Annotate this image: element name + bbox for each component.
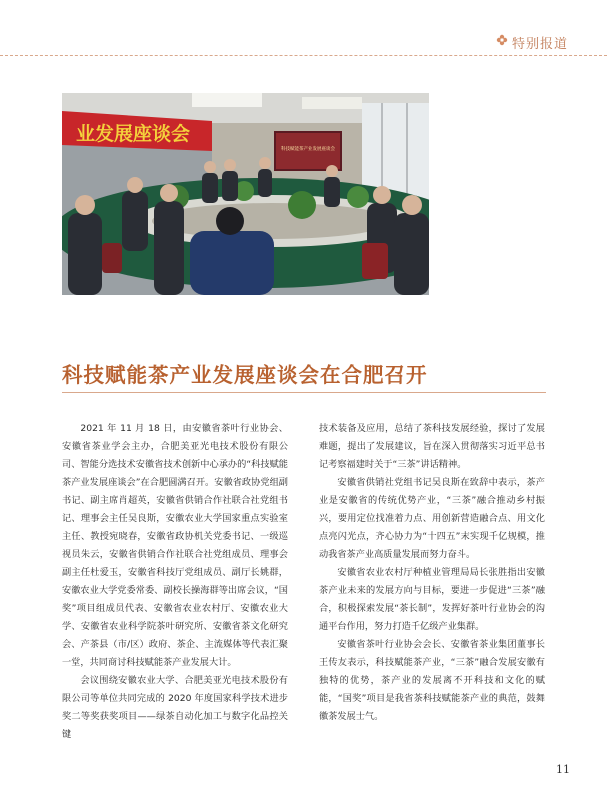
article-left-column xyxy=(62,420,288,744)
page-number: 11 xyxy=(556,763,570,776)
paragraph: 2021 年 11 月 18 日，由安徽省茶叶行业协会、安徽省茶业学会主办，合肥美亚光电技术股份有限公司、智能分选技术安徽省技术创新中心承办的“科技赋能茶产业发展座谈会”在合肥圆满召开。安徽省政协党组副书记、副主席肖超英，安徽省供销合作社联合社党组书记、理事会主任吴良斯，安徽农业大学国家重点实验室主任、教授宛晓春，安徽省政协机关党委书记、一级巡视员朱云，安徽省供销合作社联合社党组成员、理事会副主任杜爱玉，安徽省科技厅党组成员、副厅长姚群，安徽农业大学党委常委、副校长操海群等出席会议，“国奖”项目组成员代表、安徽省农业农村厅、安徽农业大学、安徽省农业科学院茶叶研究所、安徽省茶文化研究会、产茶县（市/区）政府、茶企、主流媒体等代表汇聚一堂，共同商讨科技赋能茶产业发展大计。 xyxy=(62,423,288,668)
screen-text: 科技赋能茶产业发展座谈会 xyxy=(281,147,335,152)
header-divider xyxy=(0,55,607,56)
flower-icon xyxy=(496,34,508,46)
paragraph: 会议围绕安徽农业大学、合肥美亚光电技术股份有限公司等单位共同完成的 2020 年度国家科学技术进步奖二等奖获奖项目——绿茶自动化加工与数字化品控关键 xyxy=(62,675,288,740)
meeting-photo xyxy=(62,93,429,295)
article-title: 科技赋能茶产业发展座谈会在合肥召开 xyxy=(62,363,428,387)
article-right-column xyxy=(319,420,545,726)
paragraph: 安徽省供销社党组书记吴良斯在致辞中表示，茶产业是安徽省的传统优势产业，“三茶”融合推动乡村振兴，要用定位找准着力点、用创新营造融合点、用文化点亮闪光点，齐心协力为“十四五”末实现千亿规模，推动我省茶产业高质量发展而努力奋斗。 xyxy=(319,477,545,560)
paragraph: 安徽省茶叶行业协会会长、安徽省茶业集团董事长王传友表示，科技赋能茶产业，“三茶”融合发展安徽有独特的优势，茶产业的发展离不开科技和文化的赋能，“国奖”项目是我省茶科技赋能茶产业的典范，鼓舞徽茶发展士气。 xyxy=(319,639,545,722)
section-label: 特别报道 xyxy=(512,37,569,52)
paragraph: 安徽省农业农村厅种植业管理局局长张胜指出安徽茶产业未来的发展方向与目标，要进一步促进“三茶”融合，积极探索发展“茶长制”，发挥好茶叶行业协会的沟通平台作用，努力打造千亿级产业集群。 xyxy=(319,567,545,632)
title-divider xyxy=(62,392,546,393)
banner-text: 业发展座谈会 xyxy=(76,123,191,145)
paragraph-continued: 技术装备及应用，总结了茶科技发展经验，探讨了发展难题，提出了发展建议，旨在深入贯彻落实习近平总书记考察福建时关于“三茶”讲话精神。 xyxy=(319,423,545,470)
